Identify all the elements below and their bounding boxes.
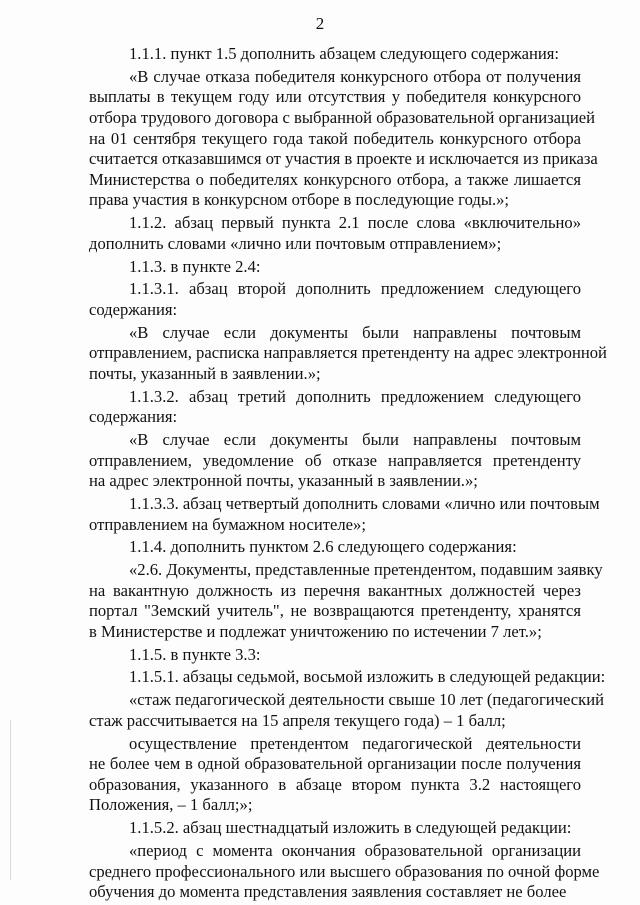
text-line: выплаты в текущем году или отсутствия у победителя конкурсного — [89, 87, 581, 107]
text-line: обучения до момента представления заявления составляет не более — [89, 882, 567, 902]
paragraph — [89, 690, 604, 731]
text-line: отправлением на бумажном носителе»; — [89, 514, 366, 534]
text-line: на вакантную должность из перечня вакантных должностей через — [89, 580, 581, 600]
text-line: стаж рассчитывается на 15 апреля текущего года) – 1 балл; — [89, 710, 506, 730]
text-line: на 01 сентября текущего года такой победитель конкурсного отбора — [89, 128, 581, 148]
text-line: права участия в конкурсном отборе в последующие годы.»; — [89, 190, 510, 210]
text-line: 1.1.1. пункт 1.5 дополнить абзацем следующего содержания: — [129, 44, 560, 63]
text-line: «2.6. Документы, представленные претендентом, подавшим заявку — [129, 560, 603, 580]
text-line: Министерства о победителях конкурсного отбора, а также лишается — [89, 169, 581, 189]
text-line: в Министерстве и подлежат уничтожению по истечении 7 лет.»; — [89, 621, 542, 641]
paragraph — [89, 840, 600, 903]
text-line: осуществление претендентом педагогической деятельности — [129, 733, 581, 753]
paragraph — [89, 734, 581, 816]
text-line: «стаж педагогической деятельности свыше 10 лет (педагогический — [129, 690, 604, 710]
scan-margin-line — [10, 720, 11, 880]
paragraph — [89, 493, 600, 535]
text-line: 1.1.4. дополнить пунктом 2.6 следующего содержания: — [129, 537, 517, 557]
paragraph — [89, 645, 581, 666]
text-line: 1.1.5.1. абзацы седьмой, восьмой изложить в следующей редакции: — [129, 667, 606, 687]
text-line: отправлением, уведомление об отказе направляется претенденту — [89, 450, 581, 470]
text-line: не более чем в одной образовательной организации после получения — [89, 754, 581, 774]
text-line: почты, указанный в заявлении.»; — [89, 363, 321, 383]
text-line: «В случае если документы были направлены почтовым — [129, 430, 581, 449]
text-line: содержания: — [89, 299, 178, 319]
paragraph — [89, 257, 581, 278]
text-line: среднего профессионального или высшего образования по очной форме — [89, 861, 600, 881]
paragraph — [89, 44, 581, 65]
text-line: 1.1.5. в пункте 3.3: — [129, 644, 261, 664]
paragraph — [89, 322, 607, 385]
document-body — [89, 44, 607, 905]
text-line: 1.1.3.2. абзац третий дополнить предложением следующего — [129, 386, 581, 406]
text-line: образования, указанного в абзаце втором пункта 3.2 настоящего — [89, 774, 581, 794]
text-line: «В случае если документы были направлены почтовым — [129, 322, 581, 342]
paragraph — [89, 560, 603, 642]
text-line: на адрес электронной почты, указанный в заявлении.»; — [89, 471, 478, 491]
text-line: Положения, – 1 балл;»; — [89, 795, 253, 815]
paragraph — [89, 430, 581, 492]
text-line: 1.1.3.1. абзац второй дополнить предложением следующего — [129, 279, 581, 299]
paragraph — [89, 818, 581, 839]
text-line: отправлением, расписка направляется претенденту на адрес электронной — [89, 343, 607, 363]
page-number: 2 — [315, 14, 325, 33]
paragraph — [89, 213, 581, 254]
text-line: 1.1.3.3. абзац четвертый дополнить словами «лично или почтовым — [129, 493, 600, 513]
text-line: отбора трудового договора с выбранной образовательной организацией — [89, 107, 596, 127]
paragraph — [89, 537, 581, 558]
text-line: «В случае отказа победителя конкурсного отбора от получения — [129, 66, 581, 86]
text-line: считается отказавшимся от участия в проекте и исключается из приказа — [89, 149, 598, 169]
paragraph — [89, 667, 606, 688]
text-line: 1.1.2. абзац первый пункта 2.1 после слова «включительно» — [129, 213, 581, 233]
text-line: 1.1.3. в пункте 2.4: — [129, 256, 261, 276]
text-line: дополнить словами «лично или почтовым отправлением»; — [89, 233, 502, 253]
paragraph — [89, 279, 581, 320]
text-line: 1.1.5.2. абзац шестнадцатый изложить в следующей редакции: — [129, 818, 572, 838]
text-line: «период с момента окончания образовательной организации — [129, 840, 581, 860]
text-line: содержания: — [89, 407, 178, 427]
paragraph — [89, 66, 598, 211]
paragraph — [89, 387, 581, 428]
text-line: портал "Земский учитель", не возвращаются претенденту, хранятся — [89, 601, 581, 621]
